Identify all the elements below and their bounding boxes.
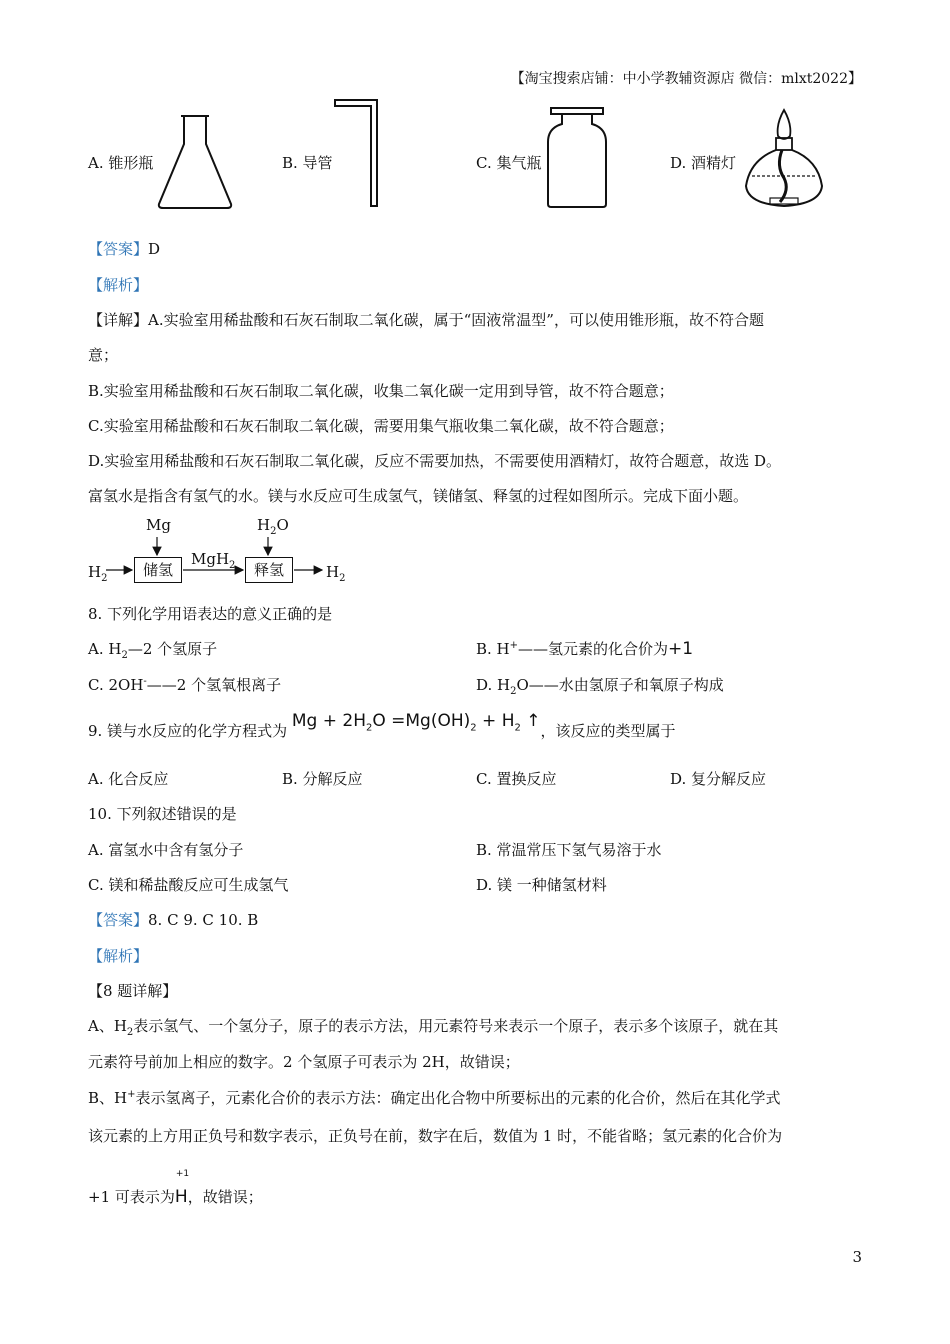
q10-option-d: D. 镁 一种储氢材料 bbox=[476, 876, 607, 894]
detail-text-1: A.实验室用稀盐酸和石灰石制取二氧化碳，属于“固液常温型”，可以使用锥形瓶，故不符合题 bbox=[148, 311, 764, 329]
page-number: 3 bbox=[852, 1248, 862, 1266]
q9-option-b: B. 分解反应 bbox=[282, 770, 363, 788]
diagram-h2-out: $H_2$ bbox=[326, 563, 346, 584]
answer-line-q8-10 bbox=[88, 909, 258, 930]
diagram-mg: Mg bbox=[146, 516, 171, 534]
q9-option-c: C. 置换反应 bbox=[476, 770, 557, 788]
q9-option-a: A. 化合反应 bbox=[88, 770, 169, 788]
q10-option-a: A. 富氢水中含有氢分子 bbox=[88, 841, 244, 859]
detail8-a-line2: 元素符号前加上相应的数字。2 个氢原子可表示为 2H，故错误； bbox=[88, 1053, 520, 1071]
detail8-b-line2: 该元素的上方用正负号和数字表示，正负号在前，数字在后，数值为 1 时，不能省略；氢元素的化合价为 bbox=[88, 1127, 783, 1145]
option-c-label: C. 集气瓶 bbox=[476, 154, 542, 172]
answer-value: 8. C 9. C 10. B bbox=[148, 911, 259, 929]
detail-line-4: D.实验室用稀盐酸和石灰石制取二氧化碳，反应不需要加热，不需要使用酒精灯，故符合题意，故选 D。 bbox=[88, 452, 782, 470]
q10-option-c: C. 镁和稀盐酸反应可生成氢气 bbox=[88, 876, 289, 894]
header-note: 【淘宝搜索店铺：中小学教辅资源店 微信：mlxt2022】 bbox=[510, 71, 862, 87]
detail8-b-line1: B、H+表示氢离子，元素化合价的表示方法：确定出化合物中所要标出的元素的化合价，然后在其化学式 bbox=[88, 1089, 781, 1107]
detail-tag: 【详解】 bbox=[88, 311, 149, 329]
analysis-tag-q7: 【解析】 bbox=[88, 276, 149, 294]
q10-stem: 10. 下列叙述错误的是 bbox=[88, 805, 237, 823]
detail-line-2: B.实验室用稀盐酸和石灰石制取二氧化碳，收集二氧化碳一定用到导管，故不符合题意； bbox=[88, 382, 674, 400]
q10-option-b: B. 常温常压下氢气易溶于水 bbox=[476, 841, 662, 859]
analysis-tag-q8-10: 【解析】 bbox=[88, 947, 149, 965]
answer-tag: 【答案】 bbox=[88, 240, 149, 258]
q9-option-d: D. 复分解反应 bbox=[670, 770, 767, 788]
option-b-label: B. 导管 bbox=[282, 154, 333, 172]
diagram-release-box: 释氢 bbox=[245, 557, 293, 583]
answer-value: D bbox=[148, 240, 161, 258]
detail8-a-line1: A、$H_2$表示氢气、一个氢分子，原子的表示方法，用元素符号来表示一个原子，表示多个该原子，就在其 bbox=[88, 1017, 779, 1038]
option-d-label: D. 酒精灯 bbox=[670, 154, 737, 172]
q8-option-a: A. $H_2—2$ 个氢原子 bbox=[88, 640, 218, 661]
h-valence-mark: +1 H bbox=[174, 1169, 190, 1207]
q8-option-b: B. H+——氢元素的化合价为+1 bbox=[476, 639, 694, 659]
detail8-b-line3: +1 可表示为 +1 H，故错误； bbox=[88, 1169, 263, 1207]
q8-stem: 8. 下列化学用语表达的意义正确的是 bbox=[88, 605, 333, 623]
diagram-h2-in: $H_2$ bbox=[88, 563, 108, 584]
q8-option-d: D. $H_2O——$水由氢原子和氧原子构成 bbox=[476, 676, 724, 697]
diagram-h2o: $H_2O$ bbox=[257, 516, 289, 537]
detail8-tag: 【8 题详解】 bbox=[88, 982, 178, 1000]
q9-equation: $Mg + 2H_2O =Mg(OH)_2 + H_2$ ↑ bbox=[291, 711, 541, 734]
detail-line-1b: 意； bbox=[88, 346, 119, 364]
q9-stem: 9. 镁与水反应的化学方程式为 $Mg + 2H_2O =Mg(OH)_2 + H_2$ ↑，该反应的类型属于 bbox=[88, 711, 676, 740]
answer-tag: 【答案】 bbox=[88, 911, 149, 929]
intro-paragraph: 富氢水是指含有氢气的水。镁与水反应可生成氢气，镁储氢、释氢的过程如图所示。完成下面小题。 bbox=[88, 487, 749, 505]
option-a-label: A. 锥形瓶 bbox=[88, 154, 154, 172]
diagram-arrows bbox=[0, 0, 950, 600]
diagram-store-box: 储氢 bbox=[134, 557, 182, 583]
detail-line-3: C.实验室用稀盐酸和石灰石制取二氧化碳，需要用集气瓶收集二氧化碳，故不符合题意； bbox=[88, 417, 674, 435]
q8-option-c: C. 2OH-——2 个氢氧根离子 bbox=[88, 676, 282, 694]
diagram-mgh2: MgH$_2$ bbox=[191, 550, 236, 571]
